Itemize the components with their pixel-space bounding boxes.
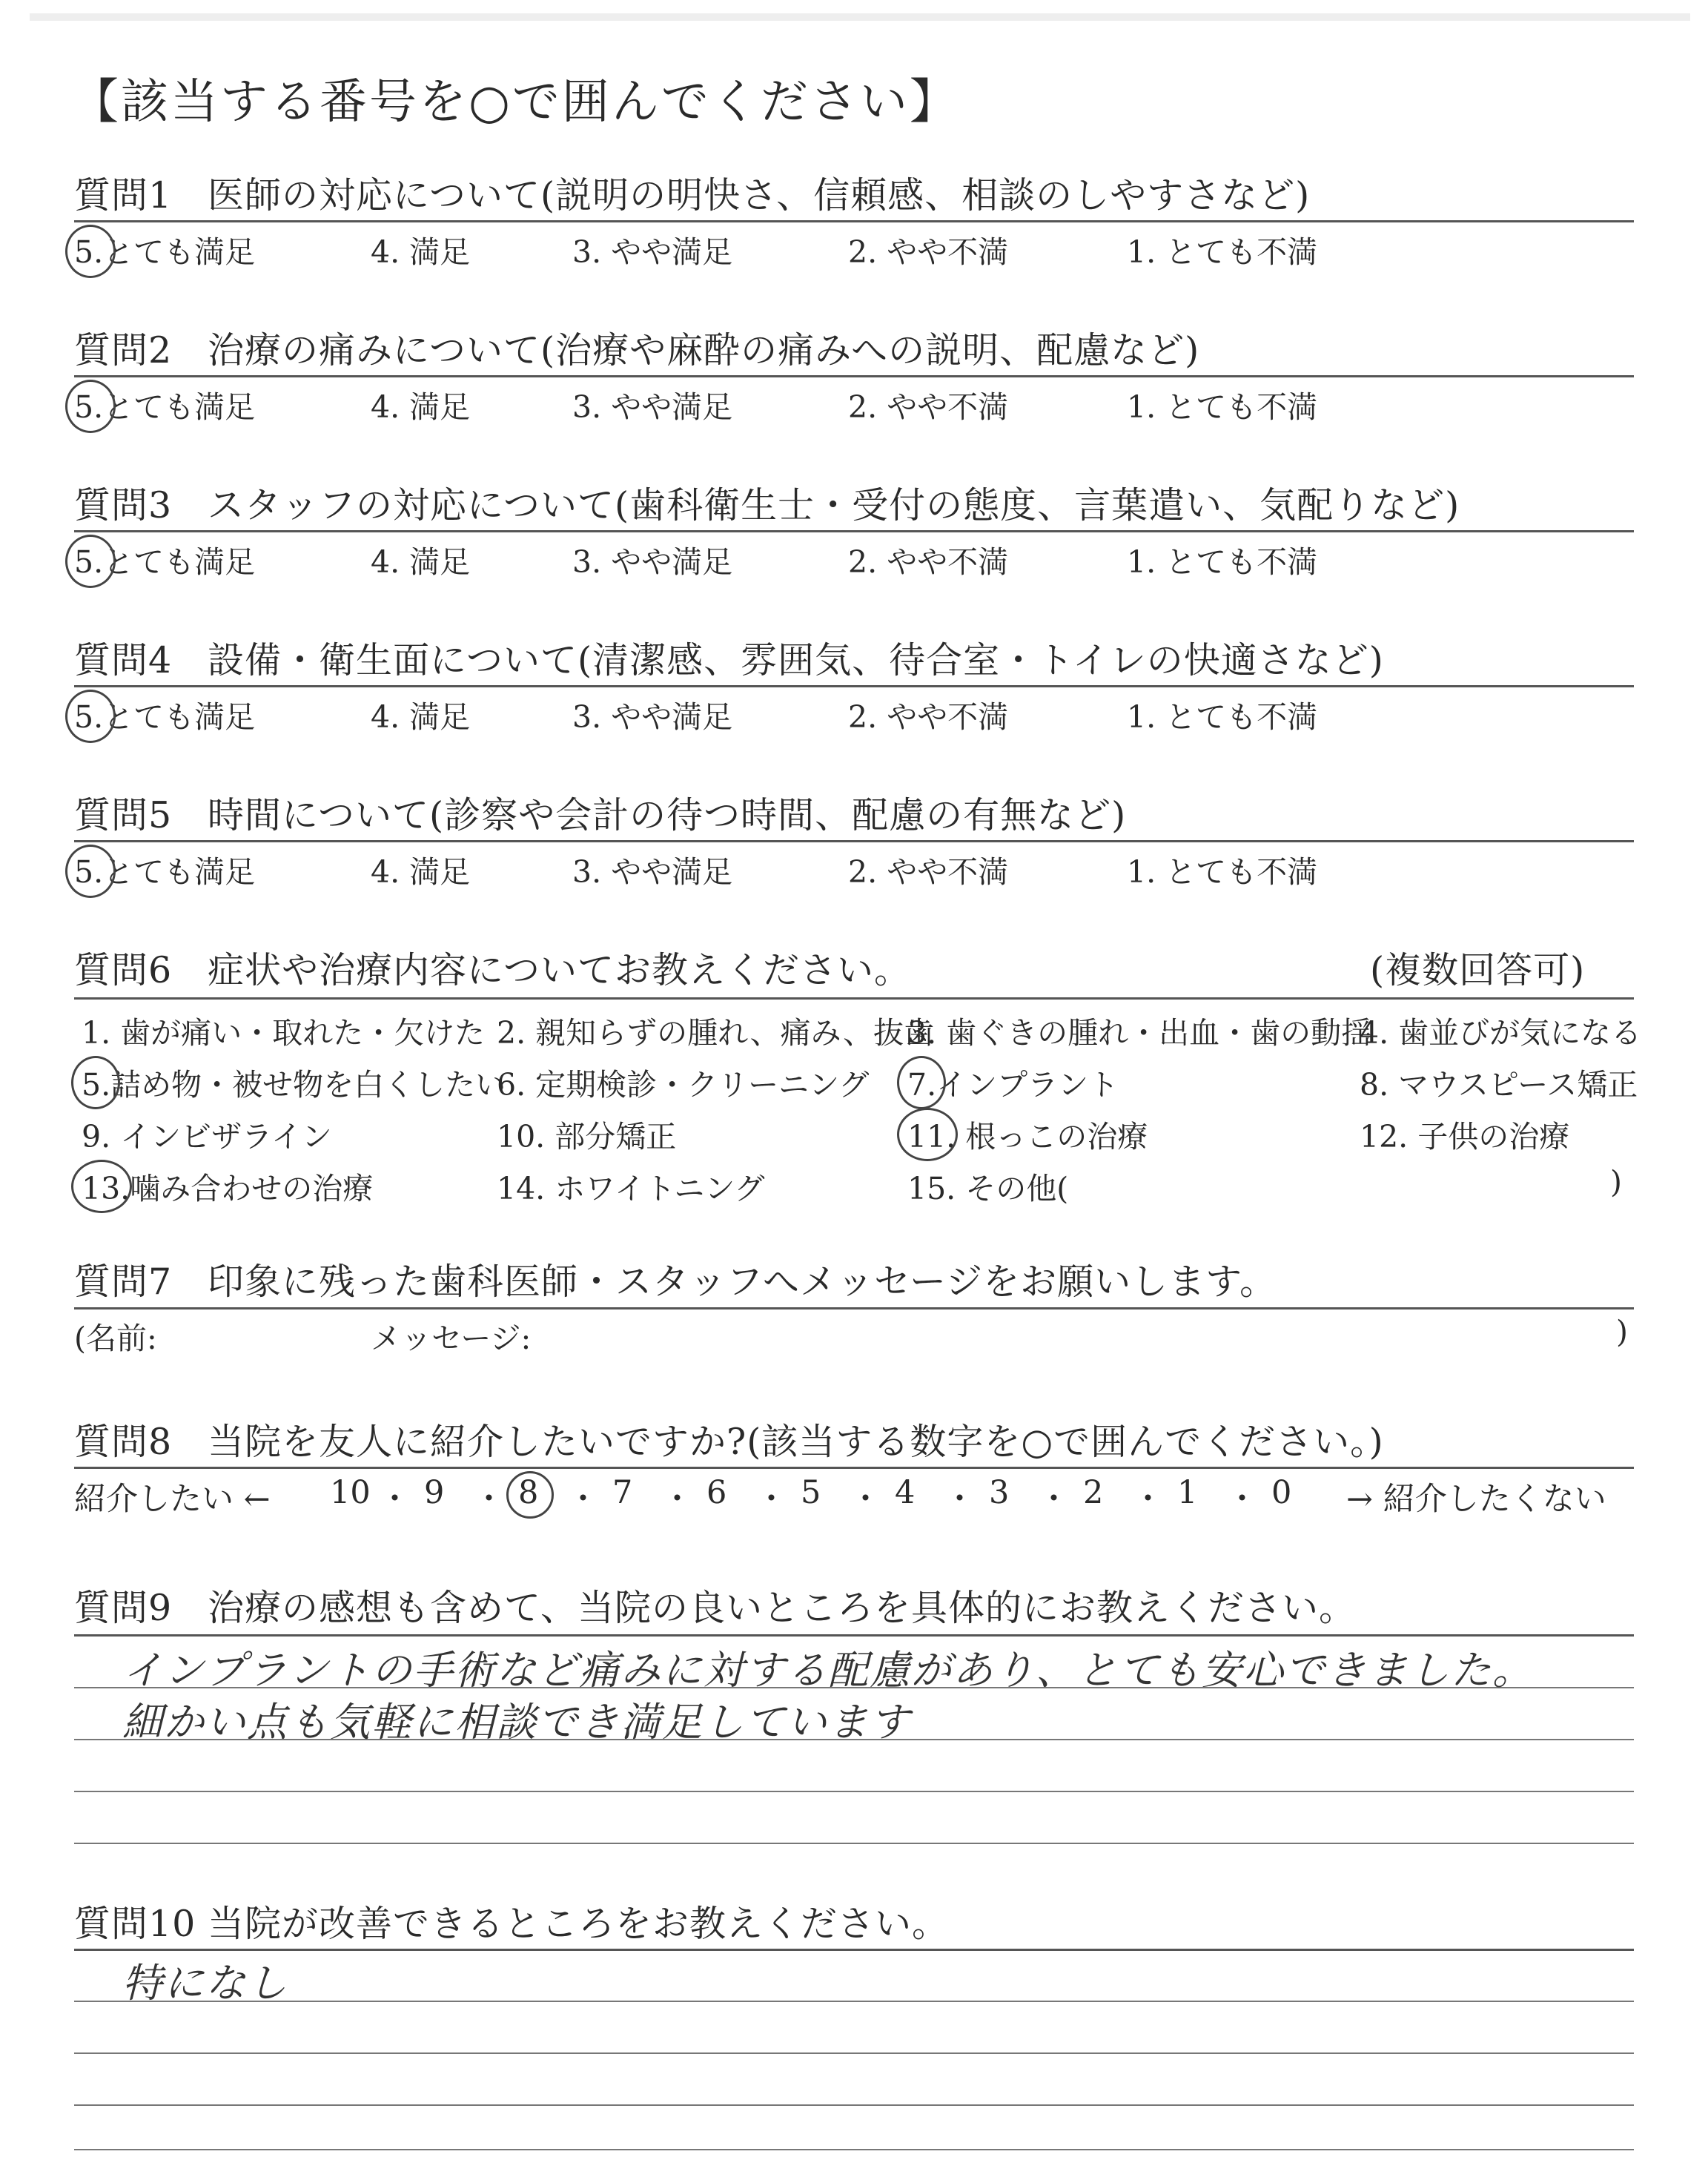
q3-selection-circle [65, 535, 116, 588]
q8-scale-0[interactable]: 0 [1271, 1474, 1292, 1511]
q9-rule [74, 1634, 1634, 1636]
q1-number: 質問1 [74, 174, 173, 217]
q6-option-13[interactable]: 13.噛み合わせの治療 [82, 1171, 374, 1206]
q7-text: 印象に残った歯科医師・スタッフへメッセージをお願いします。 [208, 1261, 1277, 1303]
q6-text: 症状や治療内容についてお教えください。 [208, 949, 912, 991]
q2-option-4[interactable]: 4. 満足 [371, 389, 471, 425]
q8-scale-separator: ・ [944, 1481, 976, 1518]
q7-number: 質問7 [74, 1261, 173, 1303]
q1-heading [74, 167, 1310, 219]
q8-number: 質問8 [74, 1421, 173, 1463]
q6-option-9[interactable]: 9. インビザライン [82, 1119, 332, 1155]
q5-option-3[interactable]: 3. やや満足 [572, 854, 733, 890]
q8-right-label: → 紹介したくない [1346, 1481, 1606, 1518]
page-title: 【該当する番号を○で囲んでください】 [71, 75, 959, 130]
q6-option-8[interactable]: 8. マウスピース矯正 [1360, 1067, 1638, 1103]
q6-option-3[interactable]: 3. 歯ぐきの腫れ・出血・歯の動揺 [907, 1015, 1372, 1051]
q2-option-5[interactable]: 5.とても満足 [74, 389, 256, 425]
q6-rule [74, 997, 1634, 1000]
q10-answer-line [74, 2052, 1634, 2054]
q6-selection-circle [71, 1056, 120, 1109]
q8-scale-10[interactable]: 10 [330, 1474, 371, 1511]
q8-rule [74, 1467, 1634, 1469]
q7-close-paren: ) [1616, 1314, 1628, 1350]
q8-scale-7[interactable]: 7 [612, 1474, 633, 1511]
q4-option-2[interactable]: 2. やや不満 [848, 699, 1009, 735]
q5-option-5[interactable]: 5.とても満足 [74, 854, 256, 890]
q7-heading [74, 1253, 1277, 1305]
q3-option-3[interactable]: 3. やや満足 [572, 544, 733, 580]
q8-selection-circle [506, 1471, 554, 1519]
q6-option-7[interactable]: 7.インプラント [907, 1067, 1119, 1103]
q8-scale-separator: ・ [1226, 1481, 1258, 1518]
q5-option-4[interactable]: 4. 満足 [371, 854, 471, 890]
q4-option-4[interactable]: 4. 満足 [371, 699, 471, 735]
q4-option-3[interactable]: 3. やや満足 [572, 699, 733, 735]
q6-heading [74, 942, 911, 994]
q7-rule [74, 1307, 1634, 1309]
q8-left-label: 紹介したい ← [74, 1481, 271, 1518]
q8-scale-8[interactable]: 8 [518, 1474, 539, 1511]
q10-heading [74, 1895, 949, 1947]
q6-selection-circle [71, 1160, 132, 1213]
q3-text: スタッフの対応について(歯科衛生士・受付の態度、言葉遣い、気配りなど) [208, 484, 1460, 526]
q8-scale-4[interactable]: 4 [895, 1474, 916, 1511]
q6-number: 質問6 [74, 949, 173, 991]
q2-option-2[interactable]: 2. やや不満 [848, 389, 1009, 425]
q4-number: 質問4 [74, 639, 173, 681]
q3-option-4[interactable]: 4. 満足 [371, 544, 471, 580]
q3-heading [74, 477, 1460, 529]
q6-other-close-paren: ) [1610, 1164, 1622, 1200]
q9-heading [74, 1579, 1356, 1631]
q8-scale-separator: ・ [567, 1481, 599, 1518]
q6-option-10[interactable]: 10. 部分矯正 [497, 1119, 677, 1155]
q8-scale-separator: ・ [379, 1481, 411, 1518]
q5-number: 質問5 [74, 794, 173, 836]
q10-handwritten-answer: 特になし [122, 1960, 288, 2007]
q8-scale-separator: ・ [1038, 1481, 1070, 1518]
q4-heading [74, 632, 1384, 684]
q2-rule [74, 375, 1634, 377]
q5-rule [74, 840, 1634, 842]
q1-option-2[interactable]: 2. やや不満 [848, 234, 1009, 270]
q7-message-label: メッセージ: [371, 1321, 532, 1356]
q8-scale-separator: ・ [850, 1481, 881, 1518]
q6-option-11[interactable]: 11. 根っこの治療 [907, 1119, 1148, 1155]
q9-handwritten-answer-2: 細かい点も気軽に相談でき満足しています [122, 1699, 911, 1745]
q6-option-2[interactable]: 2. 親知らずの腫れ、痛み、抜歯 [497, 1015, 935, 1051]
q8-scale-2[interactable]: 2 [1083, 1474, 1104, 1511]
q6-option-1[interactable]: 1. 歯が痛い・取れた・欠けた [82, 1015, 486, 1051]
q3-option-2[interactable]: 2. やや不満 [848, 544, 1009, 580]
q2-option-1[interactable]: 1. とても不満 [1127, 389, 1318, 425]
q8-heading [74, 1413, 1384, 1465]
q5-selection-circle [65, 845, 116, 898]
q6-selection-circle [897, 1108, 958, 1161]
q6-option-14[interactable]: 14. ホワイトニング [497, 1171, 765, 1206]
q4-option-5[interactable]: 5.とても満足 [74, 699, 256, 735]
q1-option-5[interactable]: 5.とても満足 [74, 234, 256, 270]
q6-option-12[interactable]: 12. 子供の治療 [1360, 1119, 1570, 1155]
q8-scale-6[interactable]: 6 [706, 1474, 727, 1511]
q9-answer-line [74, 1843, 1634, 1844]
q10-answer-line [74, 2104, 1634, 2106]
q9-handwritten-answer-1: インプラントの手術など痛みに対する配慮があり、とても安心できました。 [122, 1647, 1534, 1694]
q10-answer-line [74, 2149, 1634, 2150]
q2-selection-circle [65, 380, 116, 433]
q3-option-1[interactable]: 1. とても不満 [1127, 544, 1318, 580]
q7-name-label: (名前: [74, 1321, 157, 1356]
q5-text: 時間について(診察や会計の待つ時間、配慮の有無など) [208, 794, 1127, 836]
q6-selection-circle [897, 1056, 946, 1109]
q5-heading [74, 787, 1126, 839]
q6-option-15[interactable]: 15. その他( [907, 1171, 1069, 1206]
q6-option-4[interactable]: 4. 歯並びが気になる [1360, 1015, 1642, 1051]
q4-selection-circle [65, 690, 116, 743]
q8-scale-5[interactable]: 5 [801, 1474, 821, 1511]
q2-text: 治療の痛みについて(治療や麻酔の痛みへの説明、配慮など) [208, 329, 1200, 371]
q3-number: 質問3 [74, 484, 173, 526]
q4-text: 設備・衛生面について(清潔感、雰囲気、待合室・トイレの快適さなど) [208, 639, 1384, 681]
q1-selection-circle [65, 225, 116, 278]
q8-scale-1[interactable]: 1 [1177, 1474, 1198, 1511]
q8-scale-separator: ・ [473, 1481, 505, 1518]
q1-option-3[interactable]: 3. やや満足 [572, 234, 733, 270]
q2-option-3[interactable]: 3. やや満足 [572, 389, 733, 425]
q6-option-5[interactable]: 5.詰め物・被せ物を白くしたい [82, 1067, 506, 1103]
q3-rule [74, 530, 1634, 532]
q10-number: 質問10 [74, 1903, 196, 1945]
q10-answer-line [74, 2001, 1634, 2002]
q3-option-5[interactable]: 5.とても満足 [74, 544, 256, 580]
q8-text: 当院を友人に紹介したいですか?(該当する数字を○で囲んでください。) [208, 1421, 1384, 1463]
q2-heading [74, 322, 1199, 374]
q8-scale-separator: ・ [755, 1481, 787, 1518]
q10-rule [74, 1949, 1634, 1951]
q10-text: 当院が改善できるところをお教えください。 [208, 1903, 950, 1945]
q4-option-1[interactable]: 1. とても不満 [1127, 699, 1318, 735]
q6-note: (複数回答可) [1370, 949, 1586, 991]
q6-option-6[interactable]: 6. 定期検診・クリーニング [497, 1067, 870, 1103]
q8-scale-separator: ・ [661, 1481, 693, 1518]
q1-option-4[interactable]: 4. 満足 [371, 234, 471, 270]
q8-scale-9[interactable]: 9 [424, 1474, 445, 1511]
q5-option-2[interactable]: 2. やや不満 [848, 854, 1009, 890]
scan-top-edge [30, 13, 1690, 21]
q2-number: 質問2 [74, 329, 173, 371]
q9-text: 治療の感想も含めて、当院の良いところを具体的にお教えください。 [208, 1587, 1357, 1629]
q9-answer-line [74, 1791, 1634, 1792]
q8-scale-3[interactable]: 3 [989, 1474, 1010, 1511]
q8-scale-separator: ・ [1132, 1481, 1164, 1518]
q5-option-1[interactable]: 1. とても不満 [1127, 854, 1318, 890]
q9-number: 質問9 [74, 1587, 173, 1629]
q1-rule [74, 220, 1634, 222]
q1-text: 医師の対応について(説明の明快さ、信頼感、相談のしやすさなど) [208, 174, 1311, 217]
q4-rule [74, 685, 1634, 687]
q1-option-1[interactable]: 1. とても不満 [1127, 234, 1318, 270]
